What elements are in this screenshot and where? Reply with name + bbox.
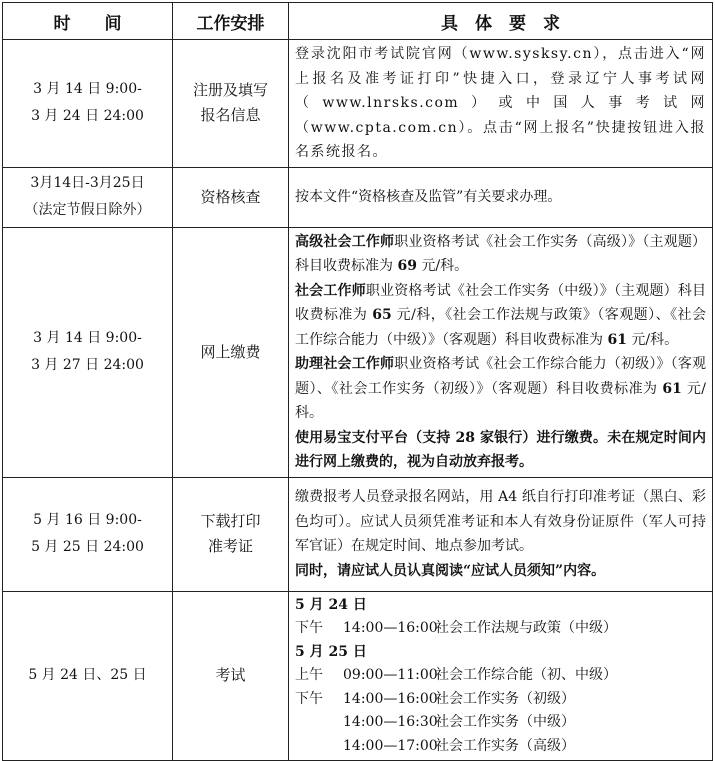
fee-text: 职业资格考试《社会工作实务（中级）》（主观题）科目收费标准为	[295, 282, 707, 323]
session-subject: 社会工作法规与政策（中级）	[435, 620, 617, 636]
task-label-line1: 注册及填写	[192, 81, 268, 100]
fee-text: 元/科，《社会工作法规与政策》（客观题）、《社会工作综合能力（中级）》（客观题）科目收费标准为	[295, 307, 706, 348]
session-subject: 社会工作综合能（初、中级）	[435, 667, 617, 683]
fee-text: 职业资格考试《社会工作综合能力（初级）》（客观题）、《社会工作实务（初级）》（客观题）科目收费标准为	[295, 356, 707, 397]
header-requirements: 具 体 要 求	[289, 3, 713, 40]
fee-intermediate	[295, 279, 706, 353]
session-time: 09:00—11:00	[343, 667, 438, 683]
time-start: 3 月 14 日 9:00-	[33, 81, 142, 98]
requirements-cell	[289, 591, 713, 761]
fee-unit: 元/科。	[626, 331, 679, 348]
time-cell	[3, 167, 173, 227]
exam-session	[295, 664, 706, 688]
task-label: 网上缴费	[200, 342, 261, 361]
exam-session	[295, 735, 706, 759]
time-cell	[3, 40, 173, 168]
table-row	[3, 167, 713, 227]
fee-senior	[295, 230, 706, 279]
task-label: 资格核查	[200, 187, 261, 206]
time-end: 3 月 24 日 24:00	[31, 108, 144, 125]
table-row	[3, 227, 713, 477]
table-row	[3, 591, 713, 761]
requirements-cell	[289, 227, 713, 477]
fee-amount: 69	[397, 258, 417, 274]
exam-day-1: 5 月 24 日	[295, 596, 367, 613]
task-label-line2: 报名信息	[200, 106, 261, 125]
task-cell	[173, 167, 289, 227]
title-assistant: 助理社会工作师	[295, 356, 395, 372]
fee-unit: 元/科。	[295, 380, 706, 421]
header-time: 时 间	[3, 3, 173, 40]
session-time: 14:00—17:00	[343, 737, 438, 754]
header-task: 工作安排	[173, 3, 289, 40]
session-time: 14:00—16:30	[343, 714, 438, 730]
exam-session	[295, 688, 706, 712]
time-cell	[3, 477, 173, 591]
fee-unit: 元/科。	[416, 258, 469, 274]
session-time: 14:00—16:00	[343, 620, 438, 636]
task-cell	[173, 591, 289, 761]
exam-dates: 5 月 24 日、25 日	[28, 667, 147, 684]
header-row	[3, 3, 713, 40]
time-note: （法定节假日除外）	[24, 202, 151, 218]
time-cell	[3, 227, 173, 477]
exam-session	[295, 711, 706, 735]
title-senior: 高级社会工作师	[295, 233, 395, 250]
time-range: 3月14日-3月25日	[30, 175, 145, 191]
fee-amount: 65	[372, 307, 392, 323]
session-subject: 社会工作实务（高级）	[435, 737, 575, 754]
time-cell	[3, 591, 173, 761]
task-label-line2: 准考证	[207, 537, 253, 555]
session-subject: 社会工作实务（中级）	[435, 714, 575, 730]
fee-amount: 61	[607, 331, 627, 348]
session-subject: 社会工作实务（初级）	[435, 690, 575, 707]
requirement-text: 缴费报考人员登录报名网站，用 A4 纸自行打印准考证（黑白、彩色均可）。应试人员须凭准考证和本人有效身份证原件（军人可持军官证）在规定时间、地点参加考试。	[295, 489, 706, 554]
exam-session	[295, 617, 706, 641]
table-row	[3, 477, 713, 591]
fee-assistant	[295, 352, 706, 426]
time-end: 3 月 27 日 24:00	[31, 357, 144, 373]
task-cell	[173, 40, 289, 168]
session-time: 14:00—16:00	[343, 690, 438, 707]
requirement-text: 按本文件“资格核查及监管”有关要求办理。	[295, 188, 562, 205]
session-period: 下午	[295, 620, 323, 636]
requirements-cell	[289, 40, 713, 168]
requirements-cell	[289, 477, 713, 591]
session-period: 上午	[295, 667, 323, 683]
table-row	[3, 40, 713, 168]
time-start: 5 月 16 日 9:00-	[33, 512, 142, 528]
exam-day-2: 5 月 25 日	[295, 643, 367, 660]
exam-schedule-table	[2, 2, 713, 761]
time-start: 3 月 14 日 9:00-	[33, 330, 142, 346]
title-intermediate: 社会工作师	[295, 282, 366, 299]
requirement-text: 登录沈阳市考试院官网（www.sysksy.cn），点击进入“网上报名及准考证打印”快捷入口，登录辽宁人事考试网（www.lnrsks.com）或中国人事考试网（www.cpta.com.cn）。点击“网上报名”快捷按钮进入报名系统报名。	[295, 46, 706, 160]
requirement-notice: 同时，请应试人员认真阅读“应试人员须知”内容。	[295, 562, 606, 579]
task-cell	[173, 477, 289, 591]
task-cell	[173, 227, 289, 477]
requirements-cell	[289, 167, 713, 227]
task-label-line1: 下载打印	[200, 512, 261, 530]
fee-amount: 61	[662, 380, 682, 397]
fee-text: 职业资格考试《社会工作实务（高级）》（主观题）科目收费标准为	[295, 233, 707, 274]
task-label: 考试	[215, 666, 246, 685]
session-period: 下午	[295, 690, 323, 707]
time-end: 5 月 25 日 24:00	[31, 539, 144, 555]
payment-notice: 使用易宝支付平台（支持 28 家银行）进行缴费。未在规定时间内进行网上缴费的，视为自动放弃报考。	[295, 429, 706, 470]
